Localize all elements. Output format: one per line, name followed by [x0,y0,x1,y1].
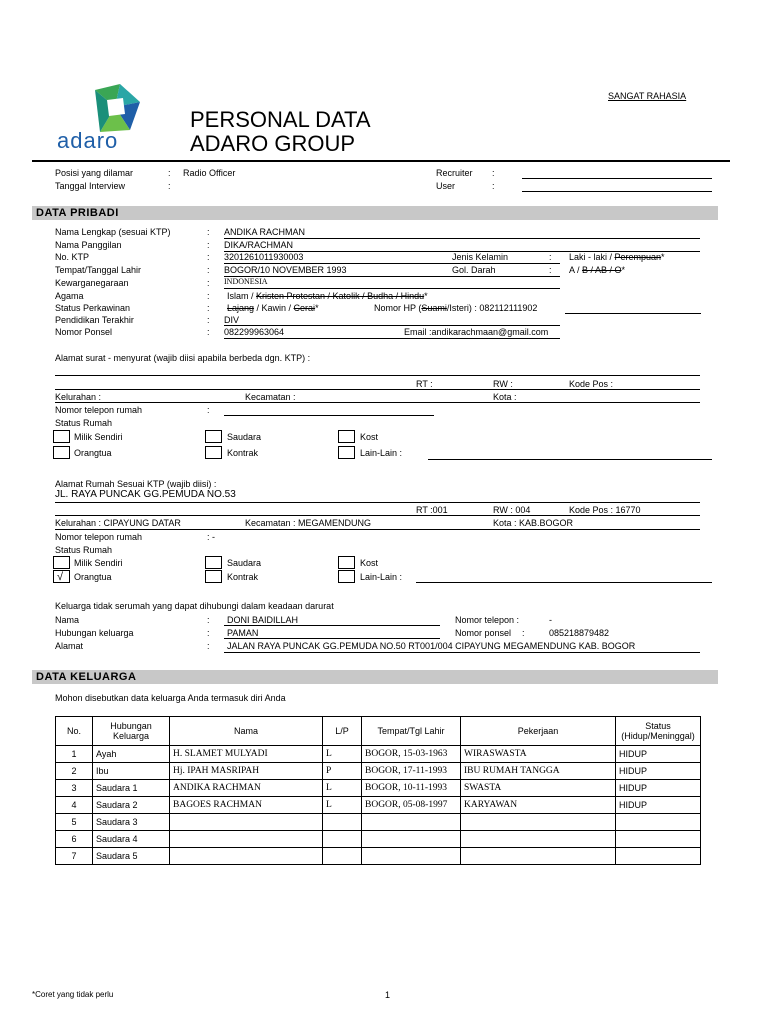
cell-ttl: BOGOR, 05-08-1997 [362,797,461,814]
darurat-title: Keluarga tidak serumah yang dapat dihubungi dalam keadaan darurat [55,601,334,611]
cell-kerja: KARYAWAN [461,797,616,814]
email-value: andikarachmaan@gmail.com [431,327,549,337]
pendidikan-label: Pendidikan Terakhir [55,315,134,325]
as-kecamatan-label: Kecamatan : [245,392,296,402]
cell-lp: P [323,763,362,780]
ak-status-label: Status Rumah [55,545,113,555]
ak-opt-orangtua: Orangtua [74,572,112,582]
colon: : [168,181,171,191]
as-rt-label: RT : [416,379,433,389]
alamat-surat-title: Alamat surat - menyurat (wajib diisi apabila berbeda dgn. KTP) : [55,353,311,363]
ak-checkbox-kost[interactable] [338,556,355,569]
section-band-data-pribadi [32,206,718,220]
posisi-label: Posisi yang dilamar [55,168,134,178]
ak-lain-line [416,582,712,583]
ponsel-label: Nomor Ponsel [55,327,113,337]
ak-opt-kontrak: Kontrak [227,572,259,582]
cell-ttl [362,848,461,865]
cell-nama: Hj. IPAH MASRIPAH [170,763,323,780]
col-status-line2: (Hidup/Meninggal) [621,731,695,741]
cell-status: HIDUP [616,797,701,814]
section-band-data-keluarga [32,670,718,684]
section-title: DATA KELUARGA [36,671,137,683]
table-row [56,763,701,780]
cell-kerja: WIRASWASTA [461,746,616,763]
as-checkbox-milik[interactable] [53,430,70,443]
as-checkbox-lain[interactable] [338,446,355,459]
cell-status [616,814,701,831]
email-label: Email : [404,327,432,337]
section-title: DATA PRIBADI [36,207,119,219]
as-status-label: Status Rumah [55,418,113,428]
header-divider [32,160,730,162]
cell-no: 6 [56,831,93,848]
ak-telp-value: : - [207,532,215,542]
ktp-value: 3201261011930003 [224,252,304,262]
ponsel-value: 082299963064 [224,327,285,337]
hp-label-pre: Nomor HP ( [374,303,422,313]
col-pekerjaan: Pekerjaan [461,717,616,746]
alamat-ktp-title: Alamat Rumah Sesuai KTP (wajib diisi) : [55,479,217,489]
alamat-ktp-line2 [55,515,700,516]
darurat-telp-value: - [549,615,552,625]
as-opt-lain: Lain-Lain : [360,448,403,458]
recruiter-line [522,178,712,179]
ak-checkbox-saudara[interactable] [205,556,222,569]
darurat-alamat-label: Alamat [55,641,84,651]
panggilan-value: DIKA/RACHMAN [224,240,294,250]
adaro-logo [55,82,145,152]
cell-hub: Saudara 5 [93,848,170,865]
ak-checkbox-orangtua[interactable] [53,570,70,583]
as-opt-orangtua: Orangtua [74,448,112,458]
gd-opt-rest: B / AB / O [582,265,622,275]
alamat-surat-line1 [55,375,700,376]
darurat-ponsel-label: Nomor ponsel [455,628,512,638]
pendidikan-value: DIV [224,315,240,325]
table-row [56,848,701,865]
status-kawin-value [227,303,319,313]
cell-hub: Saudara 2 [93,797,170,814]
recruiter-label: Recruiter [436,168,473,178]
cell-nama: H. SLAMET MULYADI [170,746,323,763]
ponsel-line [224,338,560,339]
as-kodepos-label: Kode Pos : [569,379,614,389]
as-opt-kost: Kost [360,432,379,442]
colon: : [549,252,552,262]
col-status [616,717,701,746]
ak-kelurahan: Kelurahan : CIPAYUNG DATAR [55,518,181,528]
colon: : [207,291,210,301]
ttl-line [224,276,560,277]
ktp-line [224,263,560,264]
sk-opt-kawin: / Kawin / [254,303,294,313]
colon: : [549,265,552,275]
agama-label: Agama [55,291,84,301]
as-checkbox-orangtua[interactable] [53,446,70,459]
page-title-line1: PERSONAL DATA [190,107,371,132]
family-table-header [56,717,701,746]
cell-lp: L [323,797,362,814]
kwn-value: INDONESIA [224,277,268,286]
alamat-surat-line2 [55,389,700,390]
sk-opt-cerai: Cerai [293,303,316,313]
ak-opt-kost: Kost [360,558,379,568]
as-telp-label: Nomor telepon rumah [55,405,143,415]
gd-opt-a: A / [569,265,583,275]
darurat-nama-label: Nama [55,615,80,625]
ak-telp-label: Nomor telepon rumah [55,532,143,542]
alamat-ktp-line1 [55,502,700,503]
jenis-kelamin-value [569,252,665,262]
colon: : [492,168,495,178]
gol-darah-label: Gol. Darah [452,265,496,275]
darurat-alamat-value: JALAN RAYA PUNCAK GG.PEMUDA NO.50 RT001/004 CIPAYUNG MEGAMENDUNG KAB. BOGOR [227,641,636,651]
cell-nama: BAGOES RACHMAN [170,797,323,814]
ak-checkbox-lain[interactable] [338,570,355,583]
user-line [522,191,712,192]
cell-no: 5 [56,814,93,831]
as-kelurahan-label: Kelurahan : [55,392,102,402]
nama-label: Nama Lengkap (sesuai KTP) [55,227,171,237]
agama-opt-islam: Islam / [227,291,257,301]
col-hubungan-line2: Keluarga [112,731,150,741]
as-checkbox-kost[interactable] [338,430,355,443]
cell-lp: L [323,780,362,797]
table-row [56,831,701,848]
jk-asterisk: * [661,252,665,262]
as-checkbox-saudara[interactable] [205,430,222,443]
hp-line [565,313,701,314]
page-title-line2: ADARO GROUP [190,131,356,156]
cell-hub: Saudara 1 [93,780,170,797]
col-ttl: Tempat/Tgl Lahir [362,717,461,746]
cell-kerja: SWASTA [461,780,616,797]
cell-lp [323,814,362,831]
cell-hub: Ibu [93,763,170,780]
ak-kota: Kota : KAB.BOGOR [493,518,574,528]
hp-field [374,303,537,313]
colon: : [207,315,210,325]
nama-line [224,238,700,239]
table-row [56,814,701,831]
colon: : [207,227,210,237]
jk-opt-perempuan: Perempuan [614,252,662,262]
cell-no: 7 [56,848,93,865]
checkmark-icon: √ [57,571,64,583]
darurat-hubungan-line [224,638,440,639]
as-lain-line [428,459,712,460]
user-label: User [436,181,456,191]
jenis-kelamin-label: Jenis Kelamin [452,252,509,262]
colon: : [492,181,495,191]
kwn-label: Kewarganegaraan [55,278,129,288]
agama-opt-rest: Kristen Protestan / Katolik / Budha / Hindu [256,291,425,301]
cell-nama: ANDIKA RACHMAN [170,780,323,797]
cell-lp [323,831,362,848]
colon: : [207,615,210,625]
alamat-ktp-line3 [55,529,700,530]
as-checkbox-kontrak[interactable] [205,446,222,459]
cell-no: 1 [56,746,93,763]
email-field [404,327,548,337]
col-no: No. [56,717,93,746]
table-row [56,797,701,814]
as-opt-saudara: Saudara [227,432,262,442]
as-kota-label: Kota : [493,392,517,402]
as-telp-line [224,415,434,416]
as-opt-milik: Milik Sendiri [74,432,123,442]
colon: : [207,405,210,415]
cell-hub: Ayah [93,746,170,763]
col-hubungan [93,717,170,746]
cell-no: 4 [56,797,93,814]
hp-label-strike: Suami [421,303,447,313]
colon: : [207,303,210,313]
sk-opt-lajang: Lajang [227,303,255,313]
col-status-line1: Status [645,721,671,731]
colon: : [207,240,210,250]
cell-ttl: BOGOR, 10-11-1993 [362,780,461,797]
nama-value: ANDIKA RACHMAN [224,227,306,237]
hp-label-post: /Isteri) : [446,303,480,313]
cell-no: 3 [56,780,93,797]
cell-status: HIDUP [616,746,701,763]
cell-status [616,848,701,865]
cell-nama [170,814,323,831]
as-opt-kontrak: Kontrak [227,448,259,458]
hp-value: 082112111902 [479,303,538,313]
ak-kodepos: Kode Pos : 16770 [569,505,641,515]
footer-note: *Coret yang tidak perlu [32,990,114,999]
colon: : [207,628,210,638]
pendidikan-line [224,325,560,326]
ktp-label: No. KTP [55,252,90,262]
sk-asterisk: * [315,303,319,313]
cell-status [616,831,701,848]
col-nama: Nama [170,717,323,746]
jk-opt-laki: Laki - laki / [569,252,615,262]
ttl-value: BOGOR/10 NOVEMBER 1993 [224,265,347,275]
col-lp: L/P [323,717,362,746]
cell-status: HIDUP [616,763,701,780]
colon: : [207,327,210,337]
cell-hub: Saudara 3 [93,814,170,831]
ak-kecamatan: Kecamatan : MEGAMENDUNG [245,518,372,528]
cell-ttl [362,814,461,831]
cell-ttl: BOGOR, 15-03-1963 [362,746,461,763]
cell-nama [170,831,323,848]
cell-nama [170,848,323,865]
page-number: 1 [385,990,391,1000]
cell-hub: Saudara 4 [93,831,170,848]
colon: : [207,265,210,275]
tanggal-label: Tanggal Interview [55,181,126,191]
ttl-label: Tempat/Tanggal Lahir [55,265,142,275]
darurat-nama-value: DONI BAIDILLAH [227,615,299,625]
colon: : [207,252,210,262]
agama-asterisk: * [424,291,428,301]
ak-checkbox-milik[interactable] [53,556,70,569]
darurat-alamat-line [224,652,700,653]
kwn-line [224,288,560,289]
cell-lp: L [323,746,362,763]
gol-darah-value [569,265,625,275]
table-row [56,746,701,763]
darurat-ponsel-value: 085218879482 [549,628,610,638]
cell-kerja: IBU RUMAH TANGGA [461,763,616,780]
colon: : [207,641,210,651]
darurat-telp-label: Nomor telepon : [455,615,520,625]
agama-value [227,291,428,301]
ak-rw: RW : 004 [493,505,531,515]
table-row [56,780,701,797]
cell-status: HIDUP [616,780,701,797]
cell-kerja [461,848,616,865]
colon: : [168,168,171,178]
logo-wordmark: adaro [57,128,119,153]
cell-ttl [362,831,461,848]
alamat-surat-line3 [55,402,700,403]
cell-lp [323,848,362,865]
darurat-nama-line [224,625,440,626]
darurat-hubungan-label: Hubungan keluarga [55,628,134,638]
keluarga-intro: Mohon disebutkan data keluarga Anda termasuk diri Anda [55,693,286,703]
panggilan-label: Nama Panggilan [55,240,122,250]
colon: : [207,278,210,288]
family-table [55,716,701,865]
posisi-value: Radio Officer [183,168,236,178]
darurat-hubungan-value: PAMAN [227,628,259,638]
ak-opt-milik: Milik Sendiri [74,558,123,568]
cell-ttl: BOGOR, 17-11-1993 [362,763,461,780]
colon: : [522,628,525,638]
col-hubungan-line1: Hubungan [110,721,152,731]
as-rw-label: RW : [493,379,513,389]
cell-kerja [461,831,616,848]
classification-label: SANGAT RAHASIA [608,91,687,101]
status-kawin-label: Status Perkawinan [55,303,131,313]
ak-opt-saudara: Saudara [227,558,262,568]
gd-asterisk: * [621,265,626,275]
ak-checkbox-kontrak[interactable] [205,570,222,583]
ak-alamat-value: JL. RAYA PUNCAK GG.PEMUDA NO.53 [55,489,236,500]
ak-opt-lain: Lain-Lain : [360,572,403,582]
ak-rt: RT :001 [416,505,448,515]
cell-kerja [461,814,616,831]
cell-no: 2 [56,763,93,780]
